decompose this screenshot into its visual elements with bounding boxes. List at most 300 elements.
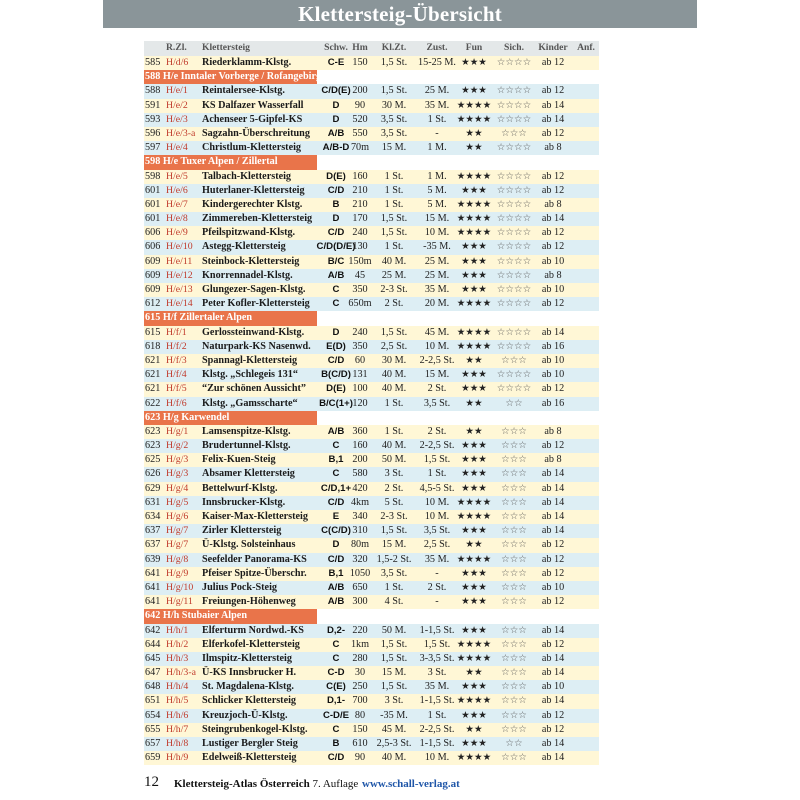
table-row — [144, 212, 599, 226]
difficulty: C-D/E — [322, 709, 350, 721]
difficulty: C/D — [327, 227, 345, 239]
route-number: 598 — [145, 170, 161, 182]
section-header: 588 H/e Inntaler Vorberge / Rofangebirge — [144, 70, 317, 84]
height-meters: 210 — [352, 184, 368, 196]
route-name: St. Magdalena-Klstg. — [202, 681, 294, 693]
approach-time: 20 M. — [424, 298, 450, 310]
route-ref: H/f/1 — [166, 326, 187, 338]
climbing-time: 1 St. — [384, 170, 404, 182]
route-ref: H/e/9 — [166, 227, 188, 239]
route-number: 623 — [145, 425, 161, 437]
difficulty: C/D(D/E) — [316, 241, 356, 253]
approach-time: 15 M. — [424, 213, 450, 225]
table-row — [144, 581, 599, 595]
route-number: 606 — [145, 241, 161, 253]
header-name: Klettersteig — [202, 42, 250, 53]
fun-rating: ★★★ — [461, 567, 487, 579]
safety-rating: ☆☆☆ — [501, 511, 527, 522]
height-meters: 120 — [352, 397, 368, 409]
difficulty: D,2- — [326, 624, 346, 636]
climbing-time: 25 M. — [381, 269, 407, 281]
approach-time: 5 M. — [427, 184, 447, 196]
route-name: Gerlossteinwand-Klstg. — [202, 326, 305, 338]
height-meters: 1km — [350, 638, 370, 650]
climbing-time: 15 M. — [381, 667, 407, 679]
table-row — [144, 638, 599, 652]
route-number: 601 — [145, 184, 161, 196]
route-ref: H/e/11 — [166, 255, 193, 267]
header-kinder: Kinder — [538, 42, 568, 53]
route-number: 585 — [145, 57, 161, 68]
approach-time: 1 St. — [427, 113, 447, 125]
kids-age: ab 12 — [541, 709, 565, 721]
fun-rating: ★★★★ — [456, 198, 492, 210]
safety-rating: ☆☆☆ — [501, 681, 527, 693]
kids-age: ab 16 — [541, 397, 565, 409]
kids-age: ab 8 — [544, 454, 562, 466]
height-meters: 580 — [352, 468, 368, 480]
height-meters: 700 — [352, 695, 368, 707]
route-number: 642 — [145, 624, 161, 636]
climbing-time: 1,5 St. — [380, 213, 408, 225]
book-title — [174, 778, 358, 790]
website-link[interactable]: www.schall-verlag.at — [362, 778, 460, 790]
route-number: 655 — [145, 723, 161, 735]
table-row — [144, 269, 599, 283]
height-meters: 45 — [354, 269, 366, 281]
table-row — [144, 170, 599, 184]
route-name: Kaiser-Max-Klettersteig — [202, 511, 308, 522]
header-rzi: R.Zl. — [166, 42, 187, 53]
climbing-time: 1,5 St. — [380, 85, 408, 97]
edition: 7. Auflage — [309, 778, 359, 790]
route-number: 637 — [145, 539, 161, 551]
safety-rating: ☆☆☆ — [501, 695, 527, 707]
height-meters: 220 — [352, 624, 368, 636]
kids-age: ab 12 — [541, 85, 565, 97]
kids-age: ab 8 — [544, 269, 562, 281]
height-meters: 60 — [354, 354, 366, 366]
route-number: 601 — [145, 213, 161, 225]
route-number: 639 — [145, 553, 161, 565]
kids-age: ab 16 — [541, 340, 565, 352]
safety-rating: ☆☆☆☆ — [496, 227, 532, 239]
safety-rating: ☆☆☆☆ — [496, 184, 532, 196]
table-row — [144, 652, 599, 666]
approach-time: 35 M. — [424, 553, 450, 565]
height-meters: 160 — [352, 440, 368, 452]
route-ref: H/e/12 — [166, 269, 193, 281]
safety-rating: ☆☆☆☆ — [496, 57, 532, 68]
fun-rating: ★★★ — [461, 184, 487, 196]
difficulty: C — [332, 652, 340, 664]
kids-age: ab 12 — [541, 227, 565, 239]
height-meters: 350 — [352, 340, 368, 352]
difficulty: C/D(E) — [321, 85, 351, 97]
difficulty: C — [332, 468, 340, 480]
route-number: 609 — [145, 284, 161, 295]
difficulty: B — [332, 198, 340, 210]
safety-rating: ☆☆ — [505, 397, 523, 409]
kids-age: ab 12 — [541, 383, 565, 395]
approach-time: 35 M. — [424, 99, 450, 111]
table-row — [144, 624, 599, 638]
kids-age: ab 14 — [541, 113, 565, 125]
route-name: Elferkofel-Klettersteig — [202, 638, 300, 650]
fun-rating: ★★★ — [461, 85, 487, 97]
kids-age: ab 10 — [541, 255, 565, 267]
height-meters: 70m — [350, 142, 370, 154]
approach-time: 2-2,5 St. — [419, 354, 455, 366]
kids-age: ab 14 — [541, 213, 565, 225]
approach-time: 1-1,5 St. — [419, 738, 455, 749]
approach-time: 15-25 M. — [418, 57, 456, 68]
table-row — [144, 467, 599, 481]
safety-rating: ☆☆☆☆ — [496, 99, 532, 111]
safety-rating: ☆☆☆ — [501, 496, 527, 508]
safety-rating: ☆☆☆ — [501, 468, 527, 480]
safety-rating: ☆☆☆☆ — [496, 326, 532, 338]
route-ref: H/g/9 — [166, 567, 189, 579]
fun-rating: ★★★★ — [456, 227, 492, 239]
height-meters: 170 — [352, 213, 368, 225]
height-meters: 1050 — [349, 567, 371, 579]
route-name: Reintalersee-Klstg. — [202, 85, 285, 97]
route-ref: H/h/3 — [166, 652, 189, 664]
safety-rating: ☆☆☆ — [501, 425, 527, 437]
kids-age: ab 14 — [541, 482, 565, 494]
climbing-time: 1,5 St. — [380, 57, 408, 68]
difficulty: C/D,1+ — [320, 482, 352, 494]
climbing-time: 3,5 St. — [380, 127, 408, 139]
route-ref: H/h/7 — [166, 723, 189, 735]
fun-rating: ★★★★ — [456, 113, 492, 125]
table-row — [144, 354, 599, 368]
climbing-time: 40 M. — [381, 440, 407, 452]
route-number: 596 — [145, 127, 161, 139]
route-number: 597 — [145, 142, 161, 154]
approach-time: 3-3,5 St. — [419, 652, 455, 664]
kids-age: ab 14 — [541, 326, 565, 338]
climbing-time: 1,5-2 St. — [376, 553, 412, 565]
fun-rating: ★★ — [465, 539, 483, 551]
height-meters: 550 — [352, 127, 368, 139]
climbing-time: 4 St. — [384, 596, 404, 608]
route-ref: H/h/4 — [166, 681, 189, 693]
approach-time: 2-2,5 St. — [419, 723, 455, 735]
height-meters: 100 — [352, 383, 368, 395]
kids-age: ab 12 — [541, 440, 565, 452]
kids-age: ab 10 — [541, 369, 565, 381]
kids-age: ab 8 — [544, 425, 562, 437]
safety-rating: ☆☆☆ — [501, 482, 527, 494]
climbing-time: 15 M. — [381, 142, 407, 154]
fun-rating: ★★★ — [461, 284, 487, 295]
difficulty: C(C/D) — [321, 525, 351, 537]
route-ref: H/d/6 — [166, 57, 189, 68]
route-ref: H/e/1 — [166, 85, 188, 97]
climbing-time: 15 M. — [381, 539, 407, 551]
route-ref: H/g/7 — [166, 525, 189, 537]
kids-age: ab 12 — [541, 723, 565, 735]
kids-age: ab 8 — [544, 142, 562, 154]
fun-rating: ★★★ — [461, 581, 487, 593]
safety-rating: ☆☆ — [505, 738, 523, 749]
table-row — [144, 567, 599, 581]
fun-rating: ★★★ — [461, 440, 487, 452]
climbing-time: 50 M. — [381, 624, 407, 636]
height-meters: 150m — [348, 255, 372, 267]
fun-rating: ★★★★ — [456, 553, 492, 565]
route-name: Brudertunnel-Klstg. — [202, 440, 291, 452]
kids-age: ab 12 — [541, 539, 565, 551]
route-name: Edelweiß-Klettersteig — [202, 752, 297, 764]
difficulty: E(D) — [326, 340, 346, 352]
safety-rating: ☆☆☆ — [501, 454, 527, 466]
height-meters: 360 — [352, 425, 368, 437]
table-row — [144, 240, 599, 254]
fun-rating: ★★★ — [461, 596, 487, 608]
fun-rating: ★★★★ — [456, 326, 492, 338]
route-ref: H/h/8 — [166, 738, 189, 749]
safety-rating: ☆☆☆☆ — [496, 85, 532, 97]
route-number: 634 — [145, 511, 161, 522]
table-row — [144, 694, 599, 708]
difficulty: A/B — [327, 596, 345, 608]
approach-time: 1 St. — [427, 468, 447, 480]
route-name: Ü-KS Innsbrucker H. — [202, 667, 297, 679]
difficulty: D — [332, 113, 340, 125]
route-name: Naturpark-KS Nasenwd. — [202, 340, 311, 352]
height-meters: 90 — [354, 99, 366, 111]
fun-rating: ★★★★ — [456, 496, 492, 508]
safety-rating: ☆☆☆ — [501, 667, 527, 679]
difficulty: E — [332, 511, 340, 522]
route-number: 651 — [145, 695, 161, 707]
route-ref: H/g/6 — [166, 511, 189, 522]
difficulty: D — [332, 213, 340, 225]
route-ref: H/h/5 — [166, 695, 189, 707]
kids-age: ab 12 — [541, 567, 565, 579]
kids-age: ab 10 — [541, 681, 565, 693]
approach-time: 35 M. — [424, 284, 450, 295]
height-meters: 200 — [352, 454, 368, 466]
difficulty: B(C/D) — [321, 369, 351, 381]
route-ref: H/g/1 — [166, 425, 189, 437]
route-ref: H/g/7 — [166, 539, 189, 551]
fun-rating: ★★★ — [461, 709, 487, 721]
header-zust: Zust. — [426, 42, 448, 53]
route-ref: H/f/3 — [166, 354, 187, 366]
route-ref: H/g/11 — [166, 596, 193, 608]
route-number: 609 — [145, 255, 161, 267]
table-row — [144, 482, 599, 496]
fun-rating: ★★★ — [461, 681, 487, 693]
route-name: Pfeilspitzwand-Klstg. — [202, 227, 296, 239]
climbing-time: 40 M. — [381, 369, 407, 381]
height-meters: 310 — [352, 525, 368, 537]
route-name: Kindergerechter Klstg. — [202, 198, 303, 210]
table-row — [144, 56, 599, 70]
approach-time: 10 M. — [424, 496, 450, 508]
route-number: 588 — [145, 85, 161, 97]
section-header: 598 H/e Tuxer Alpen / Zillertal — [144, 155, 317, 169]
kids-age: ab 14 — [541, 652, 565, 664]
approach-time: 3,5 St. — [423, 525, 451, 537]
safety-rating: ☆☆☆☆ — [496, 255, 532, 267]
table-row — [144, 425, 599, 439]
difficulty: B — [332, 738, 340, 749]
approach-time: 25 M. — [424, 269, 450, 281]
route-ref: H/h/1 — [166, 624, 189, 636]
climbing-time: 3 St. — [384, 695, 404, 707]
route-number: 647 — [145, 667, 161, 679]
difficulty: C/D — [327, 496, 345, 508]
kids-age: ab 12 — [541, 553, 565, 565]
height-meters: 520 — [352, 113, 368, 125]
table-row — [144, 595, 599, 609]
height-meters: 240 — [352, 227, 368, 239]
fun-rating: ★★★ — [461, 57, 487, 68]
route-ref: H/g/5 — [166, 496, 189, 508]
fun-rating: ★★ — [465, 723, 483, 735]
climbing-time: 30 M. — [381, 354, 407, 366]
safety-rating: ☆☆☆☆ — [496, 142, 532, 154]
kids-age: ab 14 — [541, 511, 565, 522]
route-number: 622 — [145, 397, 161, 409]
table-row — [144, 397, 599, 411]
route-number: 641 — [145, 596, 161, 608]
safety-rating: ☆☆☆ — [501, 652, 527, 664]
table-row — [144, 340, 599, 354]
table-row — [144, 439, 599, 453]
approach-time: -35 M. — [423, 241, 451, 253]
route-name: Knorrennadel-Klstg. — [202, 269, 293, 281]
header-sich: Sich. — [504, 42, 524, 53]
table-row — [144, 382, 599, 396]
climbing-time: 2-3 St. — [380, 284, 408, 295]
route-ref: H/e/2 — [166, 99, 188, 111]
route-number: 631 — [145, 496, 161, 508]
safety-rating: ☆☆☆ — [501, 567, 527, 579]
difficulty: A/B — [327, 269, 345, 281]
table-row — [144, 709, 599, 723]
kids-age: ab 14 — [541, 695, 565, 707]
safety-rating: ☆☆☆☆ — [496, 213, 532, 225]
kids-age: ab 10 — [541, 581, 565, 593]
kids-age: ab 14 — [541, 624, 565, 636]
approach-time: - — [435, 596, 439, 608]
height-meters: 280 — [352, 652, 368, 664]
route-number: 657 — [145, 738, 161, 749]
approach-time: 10 M. — [424, 340, 450, 352]
route-name: Huterlaner-Klettersteig — [202, 184, 305, 196]
route-name: Sagzahn-Überschreitung — [202, 127, 310, 139]
safety-rating: ☆☆☆ — [501, 709, 527, 721]
difficulty: C — [332, 298, 340, 310]
route-name: Riederklamm-Klstg. — [202, 57, 292, 68]
route-ref: H/e/14 — [166, 298, 193, 310]
route-name: Klstg. „Schlegeis 131“ — [202, 369, 298, 381]
route-name: Absamer Klettersteig — [202, 468, 295, 480]
safety-rating: ☆☆☆☆ — [496, 298, 532, 310]
difficulty: D,1- — [326, 695, 346, 707]
height-meters: 350 — [352, 284, 368, 295]
route-name: Ü-Klstg. Solsteinhaus — [202, 539, 296, 551]
route-number: 615 — [145, 326, 161, 338]
difficulty: C/D — [327, 752, 345, 764]
route-ref: H/g/10 — [166, 581, 194, 593]
kids-age: ab 14 — [541, 752, 565, 764]
safety-rating: ☆☆☆ — [501, 624, 527, 636]
safety-rating: ☆☆☆ — [501, 752, 527, 764]
route-table — [144, 41, 599, 765]
route-ref: H/h/6 — [166, 709, 189, 721]
climbing-time: 1 St. — [384, 425, 404, 437]
height-meters: 340 — [352, 511, 368, 522]
difficulty: C/D — [327, 354, 345, 366]
fun-rating: ★★★ — [461, 525, 487, 537]
climbing-time: 2,5-3 St. — [376, 738, 412, 749]
route-ref: H/e/8 — [166, 213, 188, 225]
difficulty: D — [332, 539, 340, 551]
height-meters: 210 — [352, 198, 368, 210]
kids-age: ab 12 — [541, 170, 565, 182]
route-name: Innsbrucker-Klstg. — [202, 496, 286, 508]
fun-rating: ★★★ — [461, 454, 487, 466]
approach-time: 10 M. — [424, 227, 450, 239]
route-ref: H/e/5 — [166, 170, 188, 182]
approach-time: 25 M. — [424, 255, 450, 267]
safety-rating: ☆☆☆ — [501, 525, 527, 537]
climbing-time: 1,5 St. — [380, 227, 408, 239]
fun-rating: ★★★★ — [456, 298, 492, 310]
route-name: Freiungen-Höhenweg — [202, 596, 296, 608]
book-title-text: Klettersteig-Atlas Österreich — [174, 778, 310, 790]
table-row — [144, 326, 599, 340]
route-number: 626 — [145, 468, 161, 480]
height-meters: 150 — [352, 57, 368, 68]
route-name: Astegg-Klettersteig — [202, 241, 286, 253]
route-name: Glungezer-Sagen-Klstg. — [202, 284, 306, 295]
fun-rating: ★★★★ — [456, 752, 492, 764]
route-name: Zimmereben-Klettersteig — [202, 213, 313, 225]
table-row — [144, 751, 599, 765]
kids-age: ab 12 — [541, 298, 565, 310]
safety-rating: ☆☆☆ — [501, 581, 527, 593]
climbing-time: 1,5 St. — [380, 326, 408, 338]
fun-rating: ★★ — [465, 127, 483, 139]
safety-rating: ☆☆☆☆ — [496, 340, 532, 352]
kids-age: ab 12 — [541, 127, 565, 139]
fun-rating: ★★★ — [461, 738, 487, 749]
table-row — [144, 368, 599, 382]
difficulty: C-E — [327, 57, 345, 68]
table-row — [144, 496, 599, 510]
fun-rating: ★★★ — [461, 383, 487, 395]
fun-rating: ★★★ — [461, 241, 487, 253]
route-number: 621 — [145, 383, 161, 395]
approach-time: 10 M. — [424, 511, 450, 522]
route-name: Julius Pock-Steig — [202, 581, 277, 593]
climbing-time: 2,5 St. — [380, 340, 408, 352]
climbing-time: 1 St. — [384, 184, 404, 196]
kids-age: ab 12 — [541, 184, 565, 196]
route-number: 609 — [145, 269, 161, 281]
climbing-time: 2 St. — [384, 298, 404, 310]
route-number: 621 — [145, 369, 161, 381]
height-meters: 130 — [352, 241, 368, 253]
